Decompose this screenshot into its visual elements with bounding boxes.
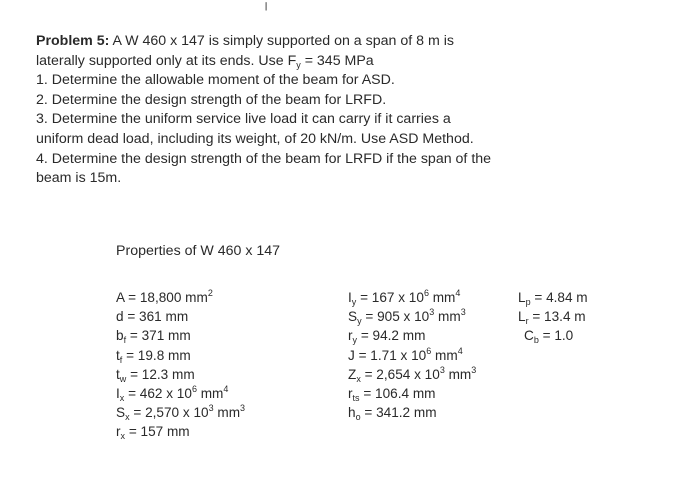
prop-ho: $h_o = 341.2$ mm (348, 405, 437, 423)
prop-rts: $r_{ts} = 106.4$ mm (348, 386, 436, 404)
prop-sx: $S_x = 2,570$ x $10^3$ $mm^3$ (116, 403, 246, 423)
prop-ix: $I_x = 462$ x $10^6$ $mm^4$ (116, 384, 229, 404)
prop-j: J = 1.71 x $10^6$ $mm^4$ (348, 345, 463, 363)
prop-zx: $Z_x = 2,654$ x $10^3$ $mm^3$ (348, 364, 477, 384)
prop-ry: $r_y = 94.2$ mm (348, 328, 426, 346)
task-4-line-2: beam is 15m. (36, 170, 122, 187)
prop-cb: $C_b = 1.0$ (524, 328, 574, 346)
properties-column-3 (518, 288, 588, 346)
properties-title: Properties of W 460 x 147 (116, 243, 281, 259)
prop-flange-width: $b_f = 371$ mm (116, 328, 191, 346)
task-1: 1. Determine the allowable moment of the beam for ASD. (36, 72, 395, 89)
properties-column-2 (348, 288, 476, 422)
cropped-text-fragment: ╷ (262, 0, 271, 10)
properties-column-1 (116, 288, 245, 442)
prop-lr: $L_r = 13.4$ m (518, 309, 586, 327)
problem-statement-c: = 345 MPa (304, 52, 374, 69)
problem-line-2 (36, 52, 656, 72)
problem-statement-b: laterally supported only at its ends. Use F (36, 52, 297, 69)
problem-label: Problem 5: (36, 33, 110, 49)
task-2: 2. Determine the design strength of the beam for LRFD. (36, 91, 387, 108)
prop-lp: $L_p = 4.84$ m (518, 290, 588, 307)
problem-statement-a: A W 460 x 147 is simply supported on a span of 8 m is (112, 33, 454, 49)
problem-statement (36, 32, 656, 189)
task-3-line-2: uniform dead load, including its weight, of 20 kN/m. Use ASD Method. (36, 130, 474, 147)
prop-area: A = 18,800 $mm^2$ (116, 288, 213, 305)
fy-subscript: y (296, 59, 301, 70)
task-3-line-1: 3. Determine the uniform service live load it can carry if it carries a (36, 111, 451, 128)
task-4-line-1: 4. Determine the design strength of the beam for LRFD if the span of the (36, 150, 492, 167)
prop-sy: $S_y = 905$ x $10^3$ $mm^3$ (348, 307, 466, 327)
prop-web-thickness: $t_w = 12.3$ mm (116, 366, 195, 384)
prop-rx: $r_x = 157$ mm (116, 424, 190, 442)
prop-depth: d = 361 mm (116, 309, 189, 325)
prop-iy: $I_y = 167$ x $10^6$ $mm^4$ (348, 288, 461, 307)
problem-line-1 (36, 32, 656, 52)
prop-flange-thickness: $t_f = 19.8$ mm (116, 347, 191, 365)
